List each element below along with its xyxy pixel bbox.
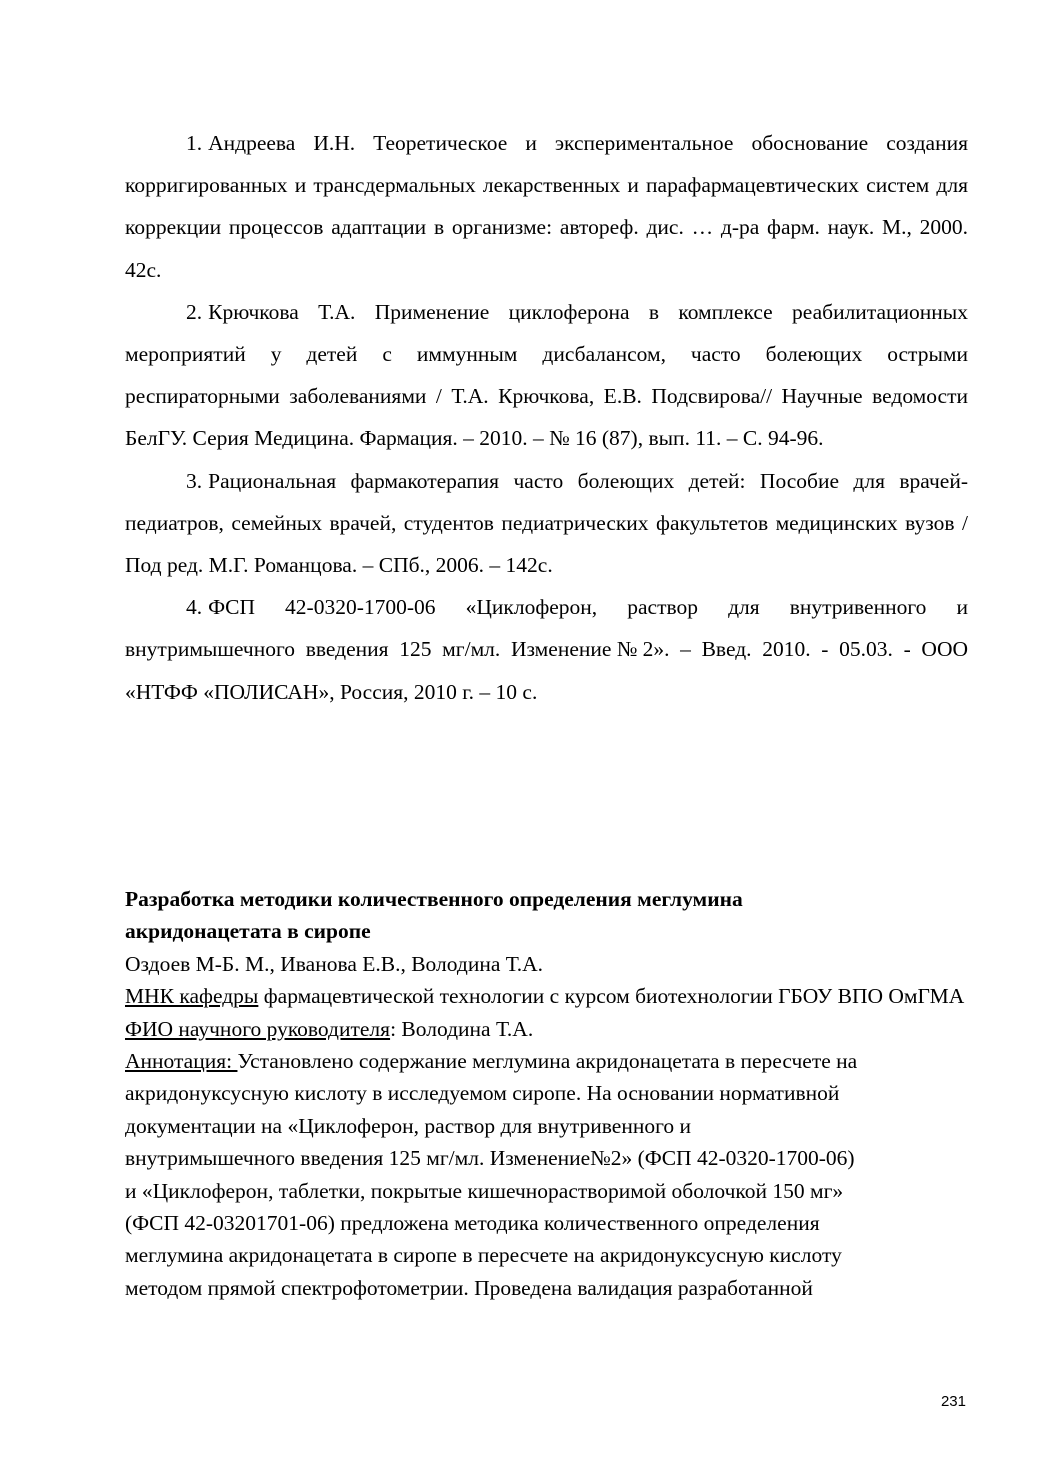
reference-number: 1. xyxy=(186,131,203,155)
reference-number: 4. xyxy=(186,595,203,620)
affiliation-label: МНК кафедры xyxy=(125,984,259,1009)
article-abstract xyxy=(125,883,975,1304)
article-title xyxy=(125,883,975,948)
article-supervisor xyxy=(125,1013,975,1045)
article-title-line: Разработка методики количественного определения меглумина xyxy=(125,887,743,911)
annotation-line: (ФСП 42-03201701-06) предложена методика количественного определения xyxy=(125,1211,820,1236)
reference-list xyxy=(125,122,968,713)
reference-text: ФСП 42-0320-1700-06 «Циклоферон, раствор для внутривенного и внутримышечного введения 125 мг/мл. Изменение№2». – Введ. 2010. - 05.03. - ООО «НТФФ «ПОЛИСАН», Россия, 2010 г. – 10 с. xyxy=(125,595,968,704)
annotation-line: внутримышечного введения 125 мг/мл. Изменение№2» (ФСП 42-0320-1700-06) xyxy=(125,1146,855,1171)
reference-item xyxy=(125,122,968,291)
annotation-line: акридонуксусную кислоту в исследуемом сиропе. На основании нормативной xyxy=(125,1081,840,1106)
annotation-line: методом прямой спектрофотометрии. Проведена валидация разработанной xyxy=(125,1275,813,1300)
reference-number: 2. xyxy=(186,299,203,324)
reference-item xyxy=(125,460,968,587)
article-affiliation xyxy=(125,980,975,1012)
reference-text: Андреева И.Н. Теоретическое и экспериментальное обоснование создания корригированных и трансдермальных лекарственных и парафармацевтических систем для коррекции процессов адаптации в организме: автореф. дис. … д-ра фарм. наук. М., 2000. 42с. xyxy=(125,131,968,282)
annotation-line: меглумина акридонацетата в сиропе в пересчете на акридонуксусную кислоту xyxy=(125,1243,842,1268)
article-title-line: акридонацетата в сиропе xyxy=(125,919,371,944)
affiliation-text: фармацевтической технологии с курсом биотехнологии ГБОУ ВПО ОмГМА xyxy=(258,984,965,1009)
article-authors: Оздоев М-Б. М., Иванова Е.В., Володина Т.А. xyxy=(125,951,544,976)
supervisor-text: : Володина Т.А. xyxy=(390,1016,534,1041)
page-number: 231 xyxy=(940,1393,966,1410)
reference-item xyxy=(125,291,968,460)
article-annotation xyxy=(125,1045,975,1304)
reference-number: 3. xyxy=(186,468,203,493)
reference-text: Крючкова Т.А. Применение циклоферона в комплексе реабилитационных мероприятий у детей с иммунным дисбалансом, часто болеющих острыми респираторными заболеваниями / Т.А. Крючкова, Е.В. Подсвирова// Научные ведомости БелГУ. Серия Медицина. Фармация. – 2010. – № 16 (87), вып. 11. – С. 94-96. xyxy=(125,299,968,451)
annotation-line: Установлено содержание меглумина акридонацетата в пересчете на xyxy=(237,1049,858,1074)
annotation-line: и «Циклоферон, таблетки, покрытые кишечнорастворимой оболочкой 150 мг» xyxy=(125,1178,844,1203)
reference-item xyxy=(125,586,968,713)
supervisor-label: ФИО научного руководителя xyxy=(125,1016,391,1041)
reference-text: Рациональная фармакотерапия часто болеющих детей: Пособие для врачей-педиатров, семейных врачей, студентов педиатрических факультетов медицинских вузов / Под ред. М.Г. Романцова. – СПб., 2006. – 142с. xyxy=(125,468,968,578)
annotation-label: Аннотация: xyxy=(125,1049,238,1074)
annotation-line: документации на «Циклоферон, раствор для внутривенного и xyxy=(125,1113,692,1138)
